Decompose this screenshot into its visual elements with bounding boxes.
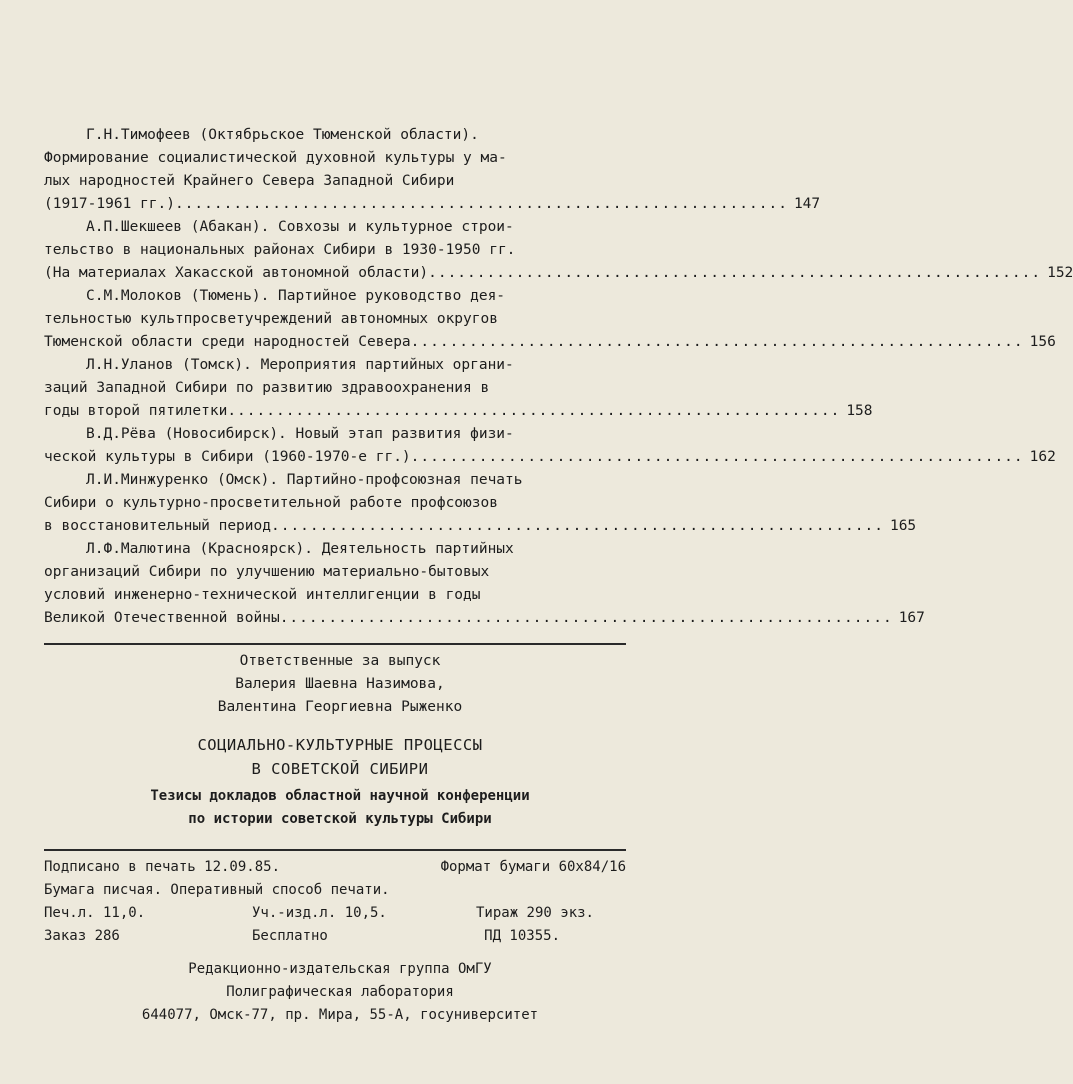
- toc-line: Формирование социалистической духовной культуры у ма-: [44, 150, 507, 166]
- page-number: 158: [846, 403, 873, 419]
- book-subtitle: по истории советской культуры Сибири: [188, 811, 492, 827]
- toc-line: заций Западной Сибири по развитию здравоохранения в: [44, 380, 490, 396]
- toc-line: Г.Н.Тимофеев (Октябрьское Тюменской области).: [86, 127, 479, 143]
- page-number: 152: [1047, 265, 1073, 281]
- toc-line: Великой Отечественной войны: [44, 610, 280, 626]
- toc-line: Л.И.Минжуренко (Омск). Партийно-профсоюзная печать: [86, 472, 523, 488]
- toc-line: тельностью культпросветучреждений автономных округов: [44, 311, 498, 327]
- page-number: 162: [1029, 449, 1056, 465]
- imprint-paper: Бумага писчая. Оперативный способ печати.: [44, 882, 390, 898]
- toc-entry: [44, 423, 1056, 469]
- top-divider: [44, 643, 626, 645]
- leader-dots: ...............................................................: [270, 518, 884, 534]
- imprint-print-sheets: Печ.л. 11,0.: [44, 905, 146, 921]
- leader-dots: ...............................................................: [227, 403, 841, 419]
- imprint-run: Тираж 290 экз.: [475, 905, 594, 921]
- toc-line: А.П.Шекшеев (Абакан). Совхозы и культурное строи-: [86, 219, 514, 235]
- imprint-divider: [44, 849, 626, 851]
- publisher-address: 644077, Омск-77, пр. Мира, 55-А, госуниверситет: [141, 1007, 539, 1023]
- toc-line: в восстановительный период: [44, 518, 271, 534]
- toc-entry: [44, 354, 873, 423]
- toc-line: С.М.Молоков (Тюмень). Партийное руководство дея-: [86, 288, 506, 304]
- toc-entry: [44, 124, 821, 216]
- toc-line: Тюменской области среди народностей Севера: [44, 334, 411, 350]
- imprint-pd: ПД 10355.: [484, 928, 560, 944]
- imprint-pub-sheets: Уч.-изд.л. 10,5.: [252, 905, 387, 921]
- toc-line: В.Д.Рёва (Новосибирск). Новый этап развития физи-: [86, 426, 514, 442]
- book-title: СОЦИАЛЬНО-КУЛЬТУРНЫЕ ПРОЦЕССЫ: [197, 736, 483, 754]
- responsible-block: [40, 650, 640, 719]
- leader-dots: ...............................................................: [410, 334, 1024, 350]
- toc-entry: [44, 285, 1056, 354]
- page-number: 165: [889, 518, 917, 534]
- imprint-order: Заказ 286: [44, 928, 120, 944]
- toc-line: Л.Ф.Малютина (Красноярск). Деятельность партийных: [86, 541, 514, 557]
- leader-dots: ...............................................................: [428, 265, 1042, 281]
- responsible-heading: Ответственные за выпуск: [239, 653, 441, 669]
- book-title-block: [40, 733, 640, 831]
- imprint-signed: Подписано в печать 12.09.85.: [44, 859, 281, 875]
- page-number: 147: [793, 196, 821, 212]
- responsible-name: Валерия Шаевна Назимова,: [235, 676, 445, 692]
- page-number: 156: [1029, 334, 1056, 350]
- toc-line: Сибири о культурно-просветительной работе профсоюзов: [44, 495, 498, 511]
- publisher-lab: Полиграфическая лаборатория: [226, 984, 454, 1000]
- toc-line: условий инженерно-технической интеллигенции в годы: [44, 587, 481, 603]
- toc-line: организаций Сибири по улучшению материально-бытовых: [44, 564, 490, 580]
- publisher-group: Редакционно-издательская группа ОмГУ: [188, 961, 492, 977]
- toc-line: ческой культуры в Сибири (1960-1970-е гг.): [44, 449, 411, 465]
- toc-entry: [44, 538, 925, 630]
- leader-dots: ...............................................................: [410, 449, 1024, 465]
- toc-line: (1917-1961 гг.): [44, 196, 175, 212]
- toc-line: Л.Н.Уланов (Томск). Мероприятия партийных органи-: [86, 357, 514, 373]
- page-number: 167: [898, 610, 925, 626]
- leader-dots: ...............................................................: [279, 610, 893, 626]
- imprint-block: [44, 856, 626, 948]
- toc-line: (На материалах Хакасской автономной области): [44, 265, 429, 281]
- toc-entry: [44, 216, 1073, 285]
- book-title: В СОВЕТСКОЙ СИБИРИ: [251, 760, 429, 778]
- publisher-footer: [40, 958, 640, 1027]
- imprint-price: Бесплатно: [252, 928, 328, 944]
- toc-entry: [44, 469, 917, 538]
- toc-line: годы второй пятилетки: [44, 403, 228, 419]
- leader-dots: ...............................................................: [174, 196, 788, 212]
- toc-line: тельство в национальных районах Сибири в 1930-1950 гг.: [44, 242, 516, 258]
- toc-line: лых народностей Крайнего Севера Западной Сибири: [44, 173, 455, 189]
- imprint-format: Формат бумаги 60х84/16: [440, 859, 626, 875]
- book-subtitle: Тезисы докладов областной научной конференции: [150, 788, 530, 804]
- responsible-name: Валентина Георгиевна Рыженко: [217, 699, 463, 715]
